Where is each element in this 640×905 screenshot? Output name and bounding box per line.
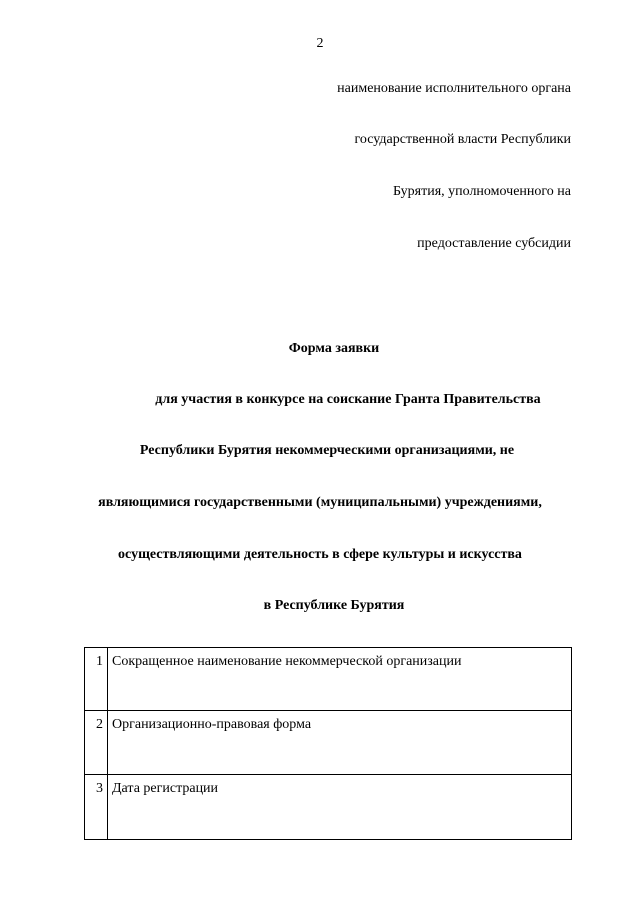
row-label-text: Сокращенное наименование некоммерческой организации [112, 654, 462, 669]
form-title-line-4: осуществляющими деятельность в сфере культуры и искусства [118, 547, 522, 562]
table-row [85, 711, 572, 775]
row-label-text: Организационно-правовая форма [112, 717, 312, 732]
row-label-text: Дата регистрации [112, 781, 219, 796]
page-number: 2 [316, 36, 324, 51]
row-label[interactable] [108, 648, 572, 711]
form-title-line-2: Республики Бурятия некоммерческими организациями, не [139, 443, 515, 458]
table-row [85, 648, 572, 711]
row-label[interactable] [108, 711, 572, 775]
row-number: 1 [85, 648, 108, 711]
row-label[interactable] [108, 775, 572, 840]
addressee-line-4: предоставление субсидии [417, 236, 571, 251]
form-title-heading: Форма заявки [288, 341, 380, 356]
application-form-table [84, 647, 572, 840]
form-title-line-5: в Республике Бурятия [263, 598, 405, 613]
table-row [85, 775, 572, 840]
row-number: 2 [85, 711, 108, 775]
addressee-line-2: государственной власти Республики [354, 132, 571, 147]
addressee-line-3: Бурятия, уполномоченного на [392, 184, 571, 199]
row-number: 3 [85, 775, 108, 840]
addressee-line-1: наименование исполнительного органа [337, 81, 571, 96]
form-title-line-1: для участия в конкурсе на соискание Гранта Правительства [155, 392, 541, 407]
form-title-line-3: являющимися государственными (муниципальными) учреждениями, [98, 495, 542, 510]
